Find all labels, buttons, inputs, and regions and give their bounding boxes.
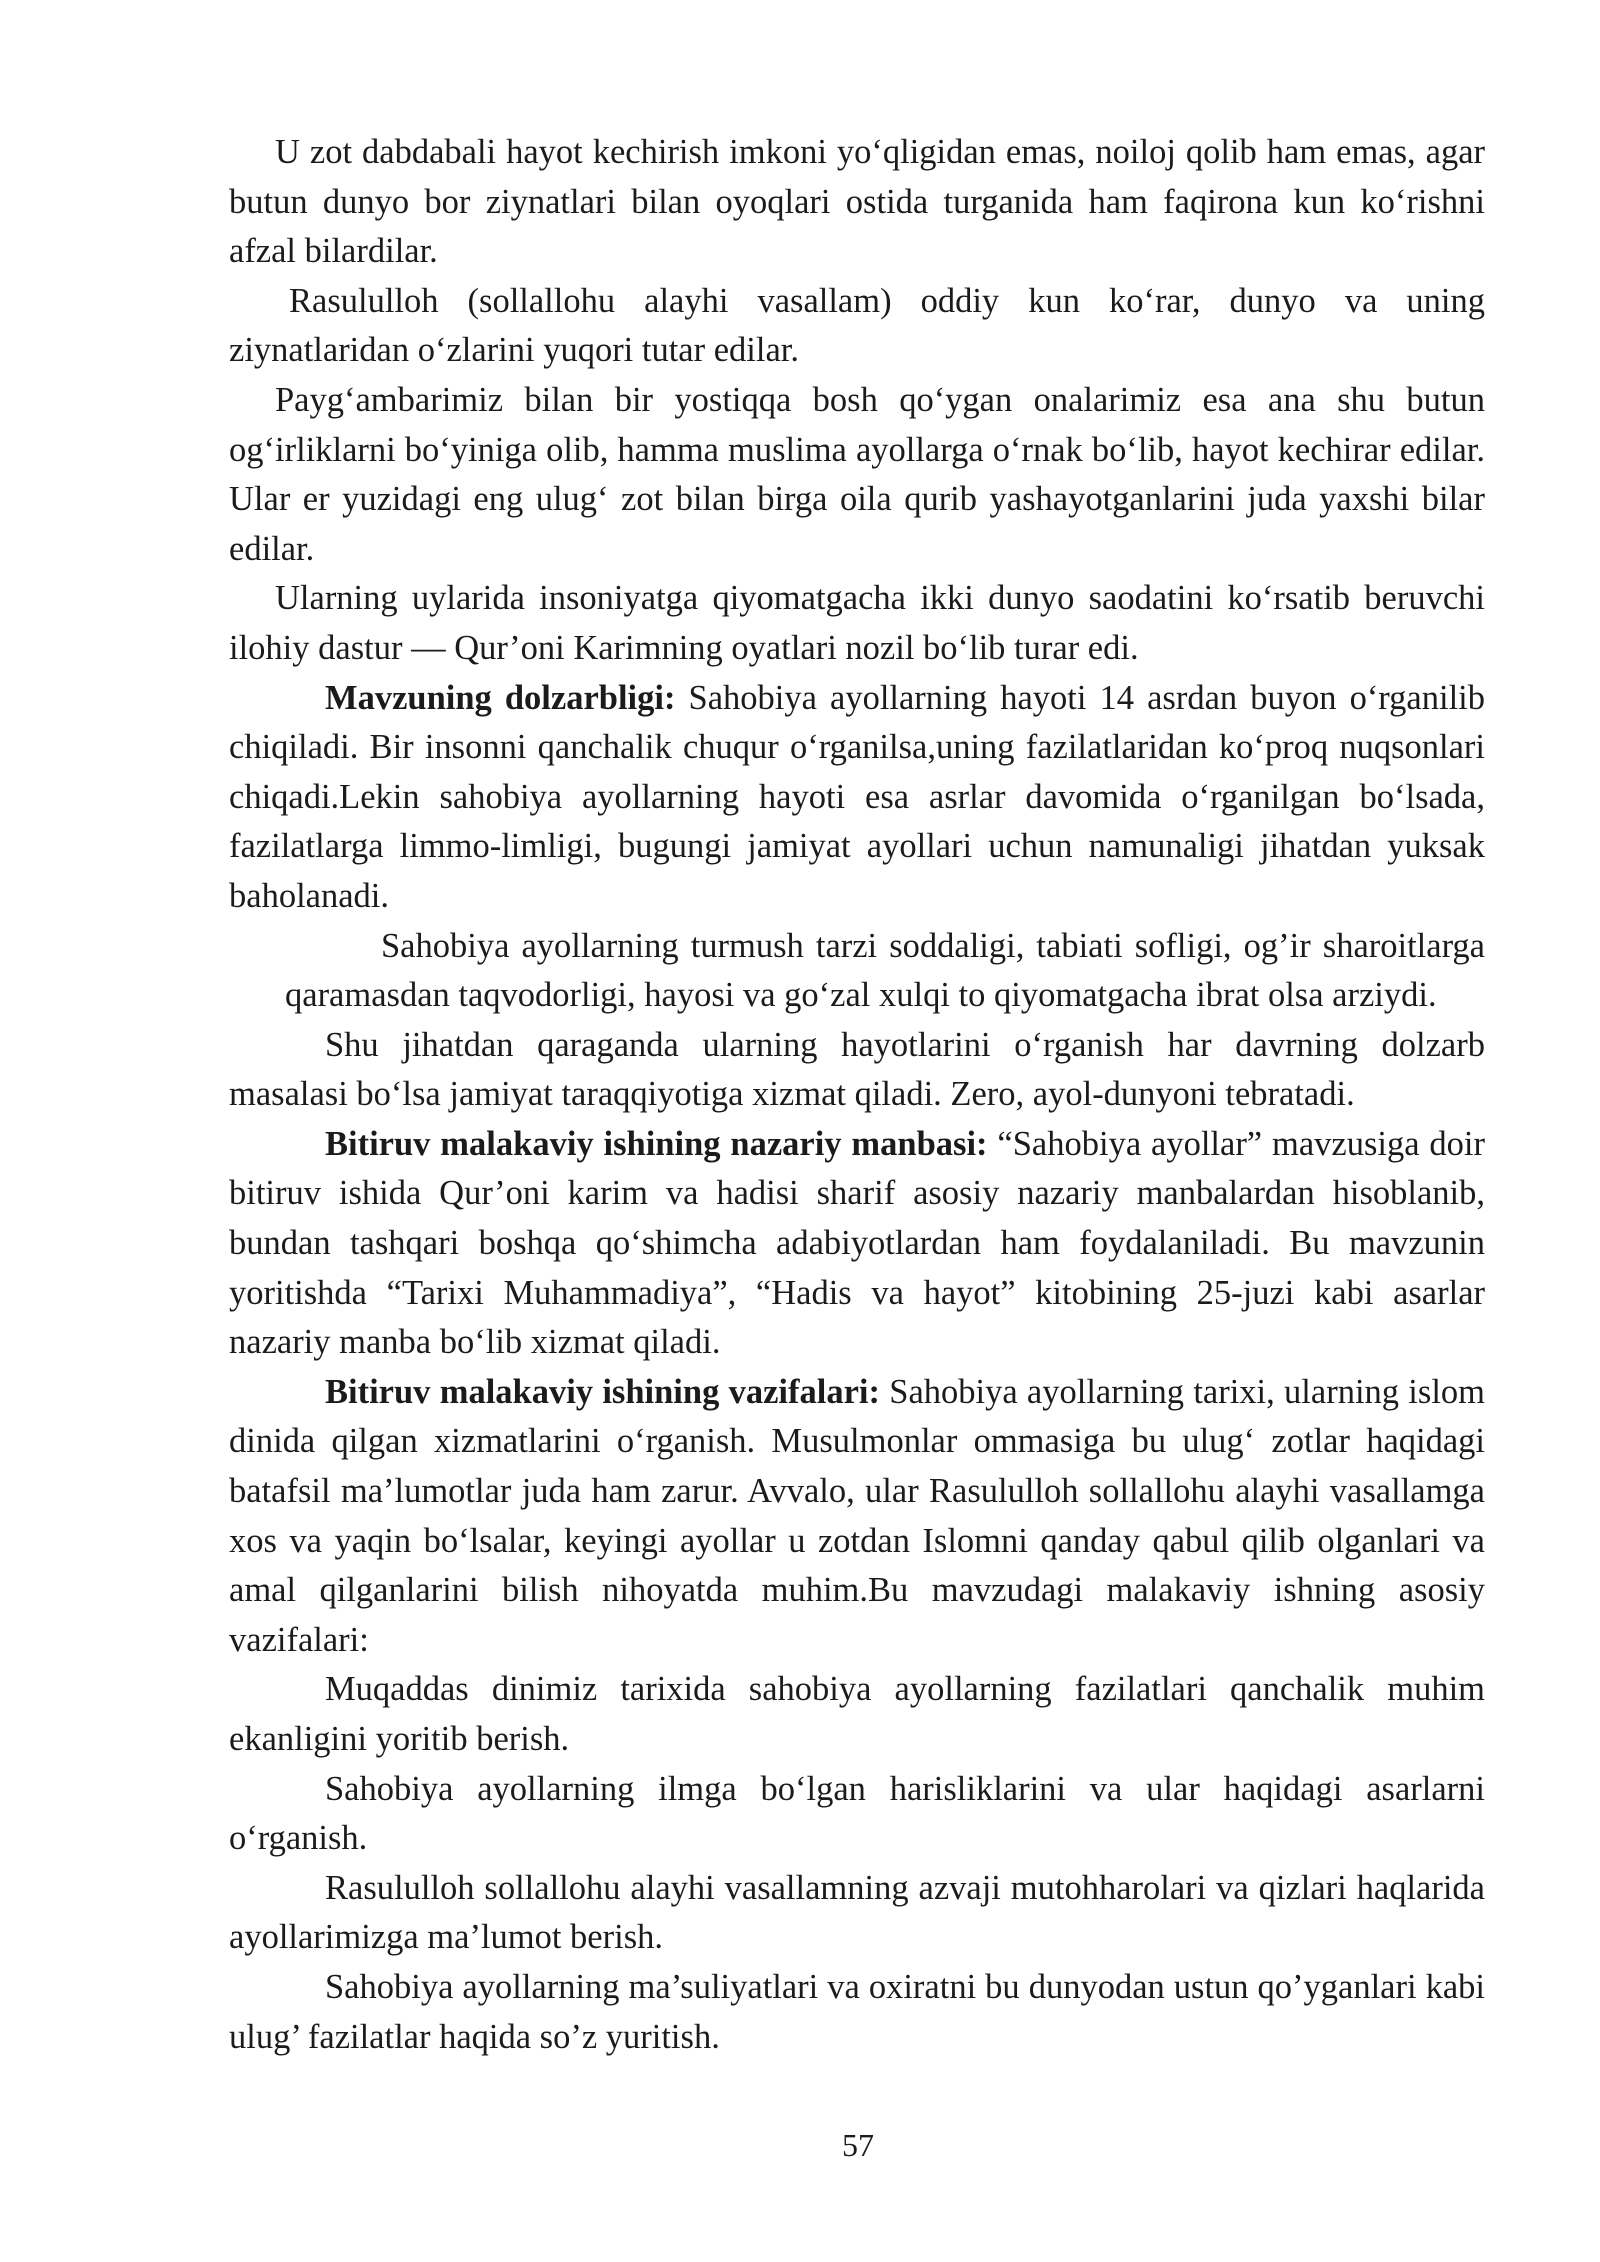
paragraph: Rasululloh sollallohu alayhi vasallamning azvaji mutohharolari va qizlari haqlarida ayollarimizga ma’lumot berish.: [229, 1868, 1485, 1957]
page-number: 57: [842, 2127, 874, 2163]
paragraph: Rasululloh (sollallohu alayhi vasallam) oddiy kun ko‘rar, dunyo va uning ziynatlaridan o‘zlarini yuqori tutar edilar.: [229, 281, 1485, 370]
paragraph: Sahobiya ayollarning turmush tarzi soddaligi, tabiati sofligi, og’ir sharoitlarga qaramasdan taqvodorligi, hayosi va go‘zal xulqi to qiyomatgacha ibrat olsa arziydi.: [285, 926, 1485, 1015]
section-heading: Bitiruv malakaviy ishining nazariy manbasi:: [325, 1124, 988, 1163]
paragraph: [229, 674, 1485, 922]
paragraph-text: Sahobiya ayollarning tarixi, ularning islom dinida qilgan xizmatlarini o‘rganish. Musulmonlar ommasiga bu ulug‘ zotlar haqidagi batafsil ma’lumotlar juda ham zarur. Avvalo, ular Rasululloh sollallohu alayhi vasallamga xos va yaqin bo‘lsalar, keyingi ayollar u zotdan Islomni qanday qabul qilib olganlari va amal qilganlarini bilish nihoyatda muhim.Bu mavzudagi malakaviy ishning asosiy vazifalari:: [229, 1372, 1485, 1659]
paragraph: Sahobiya ayollarning ilmga bo‘lgan harisliklarini va ular haqidagi asarlarni o‘rganish.: [229, 1769, 1485, 1858]
paragraph: [229, 1120, 1485, 1368]
section-heading: Bitiruv malakaviy ishining vazifalari:: [325, 1372, 880, 1411]
paragraph: Shu jihatdan qaraganda ularning hayotlarini o‘rganish har davrning dolzarb masalasi bo‘lsa jamiyat taraqqiyotiga xizmat qiladi. Zero, ayol-dunyoni tebratadi.: [229, 1025, 1485, 1114]
paragraph: Sahobiya ayollarning ma’suliyatlari va oxiratni bu dunyodan ustun qo’yganlari kabi ulug’ fazilatlar haqida so’z yuritish.: [229, 1967, 1485, 2056]
paragraph: Muqaddas dinimiz tarixida sahobiya ayollarning fazilatlari qanchalik muhim ekanligini yoritib berish.: [229, 1670, 1485, 1758]
document-body: [229, 128, 1485, 2062]
paragraph-text: “Sahobiya ayollar” mavzusiga doir bitiruv ishida Qur’oni karim va hadisi sharif asosiy nazariy manbalardan hisoblanib, bundan tashqari boshqa qo‘shimcha adabiyotlardan ham foydalaniladi. Bu mavzunin yoritishda “Tarixi Muhammadiya”, “Hadis va hayot” kitobining 25-juzi kabi asarlar nazariy manba bo‘lib xizmat qiladi.: [229, 1124, 1485, 1362]
paragraph-text: Sahobiya ayollarning hayoti 14 asrdan buyon o‘rganilib chiqiladi. Bir insonni qanchalik chuqur o‘rganilsa,uning fazilatlaridan ko‘proq nuqsonlari chiqadi.Lekin sahobiya ayollarning hayoti esa asrlar davomida o‘rganilgan bo‘lsada, fazilatlarga limmo-limligi, bugungi jamiyat ayollari uchun namunaligi jihatdan yuksak baholanadi.: [229, 678, 1485, 915]
paragraph: Payg‘ambarimiz bilan bir yostiqqa bosh qo‘ygan onalarimiz esa ana shu butun og‘irliklarni bo‘yiniga olib, hamma muslima ayollarga o‘rnak bo‘lib, hayot kechirar edilar. Ular er yuzidagi eng ulug‘ zot bilan birga oila qurib yashayotganlarini juda yaxshi bilar edilar.: [229, 380, 1485, 568]
paragraph: [229, 1368, 1485, 1666]
section-heading: Mavzuning dolzarbligi:: [325, 678, 676, 717]
paragraph: Ularning uylarida insoniyatga qiyomatgacha ikki dunyo saodatini ko‘rsatib beruvchi ilohiy dastur — Qur’oni Karimning oyatlari nozil bo‘lib turar edi.: [229, 579, 1485, 667]
paragraph: U zot dabdabali hayot kechirish imkoni yo‘qligidan emas, noiloj qolib ham emas, agar butun dunyo bor ziynatlari bilan oyoqlari ostida turganida ham faqirona kun ko‘rishni afzal bilardilar.: [229, 133, 1485, 271]
